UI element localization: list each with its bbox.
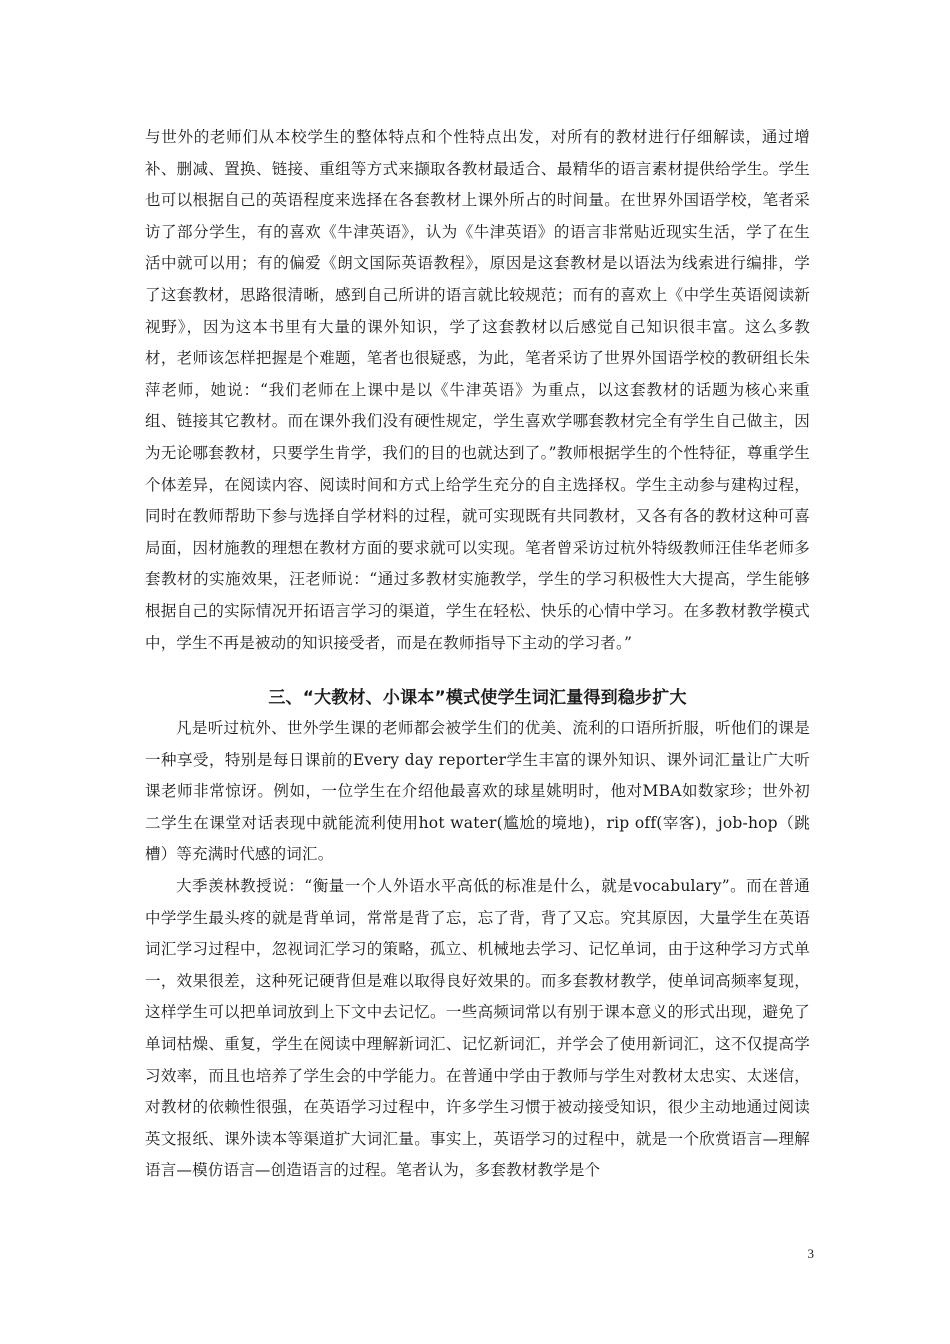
paragraph-vocabulary: 大季羡林教授说：“衡量一个人外语水平高低的标准是什么，就是vocabulary”。而在普通中学学生最头疼的就是背单词，常常是背了忘，忘了背，背了又忘。究其原因，大量学生在英语词汇学习过程中，忽视词汇学习的策略，孤立、机械地去学习、记忆单词，由于这种学习方式单一，效果很差，这种死记硬背但是难以取得良好效果的。而多套教材教学，使单词高频率复现，这样学生可以把单词放到上下文中去记忆。一些高频词常以有别于课本意义的形式出现，避免了单词枯燥、重复，学生在阅读中理解新词汇、记忆新词汇，并学会了使用新词汇，这不仅提高学习效率，而且也培养了学生会的中学能力。在普通中学由于教师与学生对教材太忠实、太迷信，对教材的依赖性很强，在英语学习过程中，许多学生习惯于被动接受知识，很少主动地通过阅读英文报纸、课外读本等渠道扩大词汇量。事实上，英语学习的过程中，就是一个欣赏语言—理解语言—模仿语言—创造语言的过程。笔者认为，多套教材教学是个	[145, 877, 810, 1180]
body-text	[145, 122, 810, 1187]
paragraph-continued: 与世外的老师们从本校学生的整体特点和个性特点出发，对所有的教材进行仔细解读，通过增补、删减、置换、链接、重组等方式来撷取各教材最适合、最精华的语言素材提供给学生。学生也可以根据自己的英语程度来选择在各套教材上课外所占的时间量。在世界外国语学校，笔者采访了部分学生，有的喜欢《牛津英语》，认为《牛津英语》的语言非常贴近现实生活，学了在生活中就可以用；有的偏爱《朗文国际英语教程》，原因是这套教材是以语法为线索进行编排，学了这套教材，思路很清晰，感到自己所讲的语言就比较规范；而有的喜欢上《中学生英语阅读新视野》，因为这本书里有大量的课外知识，学了这套教材以后感觉自己知识很丰富。这么多教材，老师该怎样把握是个难题，笔者也很疑惑，为此，笔者采访了世界外国语学校的教研组长朱萍老师，她说：“我们老师在上课中是以《牛津英语》为重点，以这套教材的话题为核心来重组、链接其它教材。而在课外我们没有硬性规定，学生喜欢学哪套教材完全有学生自己做主，因为无论哪套教材，只要学生肯学，我们的目的也就达到了。”教师根据学生的个性特征，尊重学生个体差异，在阅读内容、阅读时间和方式上给学生充分的自主选择权。学生主动参与建构过程，同时在教师帮助下参与选择自学材料的过程，就可实现既有共同教材，又各有各的教材这种可喜局面，因材施教的理想在教材方面的要求就可以实现。笔者曾采访过杭外特级教师汪佳华老师多套教材的实施效果，汪老师说：“通过多教材实施教学，学生的学习积极性大大提高，学生能够根据自己的实际情况开拓语言学习的渠道，学生在轻松、快乐的心情中学习。在多教材教学模式中，学生不再是被动的知识接受者，而是在教师指导下主动的学习者。”	[145, 128, 810, 652]
section-heading: 三、“大教材、小课本”模式使学生词汇量得到稳步扩大	[268, 688, 687, 709]
page-number: 3	[807, 1246, 814, 1261]
paragraph-oral-fluency: 凡是听过杭外、世外学生课的老师都会被学生们的优美、流利的口语所折服，听他们的课是一种享受，特别是每日课前的Every day reporter学生丰富的课外知识、课外词汇量让广大听课老师非常惊讶。例如，一位学生在介绍他最喜欢的球星姚明时，他对MBA如数家珍；世外初二学生在课堂对话表现中就能流利使用hot water(尴尬的境地)，rip off(宰客)，job-hop（跳槽）等充满时代感的词汇。	[145, 719, 810, 864]
